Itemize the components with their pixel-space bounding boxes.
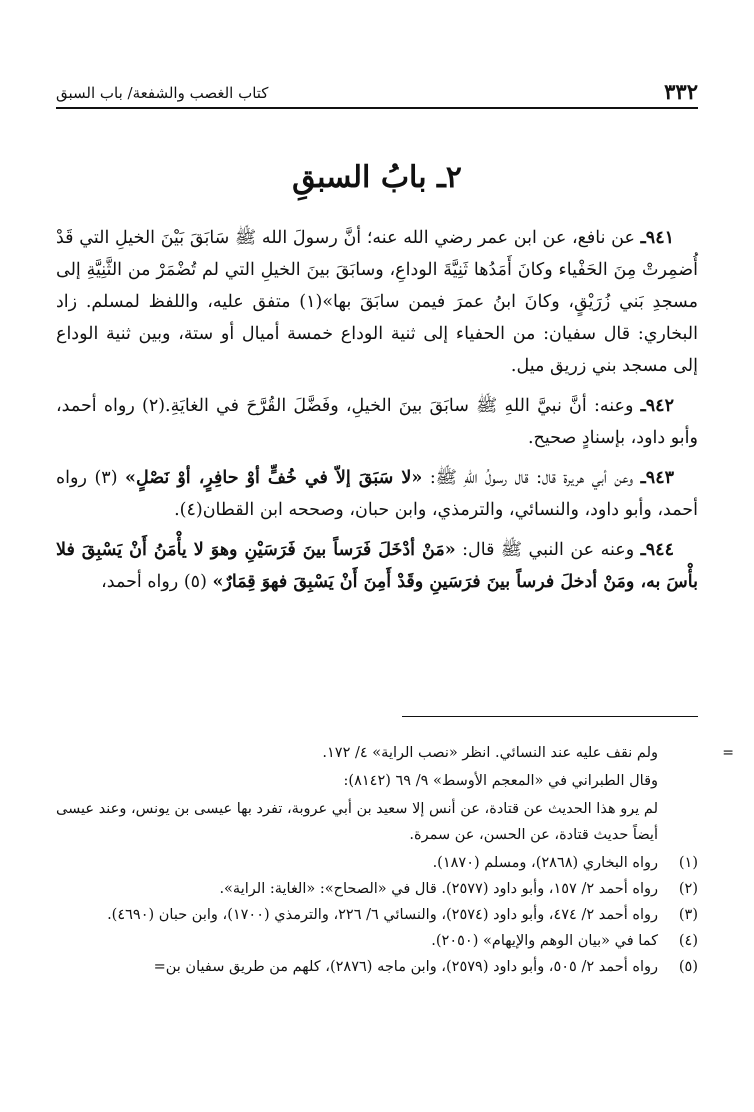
carryover-note: لم يرو هذا الحديث عن قتادة، عن أنس إلا سعيد بن أبي عروبة، تفرد بها عيسى بن يونس، وعند عيسى أيضاً حديث قتادة، عن الحسن، عن سمرة. xyxy=(56,801,658,843)
footnote-text: رواه البخاري (٢٨٦٨)، ومسلم (١٨٧٠). xyxy=(432,855,658,871)
continuation-marker: = xyxy=(722,745,734,761)
footnote-number: (٤) xyxy=(678,933,698,949)
page-number: ٣٣٢ xyxy=(664,79,698,104)
hadith-quote: «لا سَبَقَ إلاّ في خُفٍّ أوْ حافِرٍ، أوْ نَصْلٍ» xyxy=(125,468,423,488)
footnote-text: كما في «بيان الوهم والإيهام» (٢٠٥٠). xyxy=(431,933,658,949)
running-title: كتاب الغصب والشفعة/ باب السبق xyxy=(56,84,269,102)
footnote-2 xyxy=(56,876,698,902)
footnote-5 xyxy=(56,954,698,980)
footnote-3 xyxy=(56,902,698,928)
carryover-note: وقال الطبراني في «المعجم الأوسط» ٩/ ٦٩ (٨١٤٢): xyxy=(343,773,658,789)
footnote-number: (٣) xyxy=(678,907,698,923)
hadith-text: وعنه: أنَّ نبيَّ اللهِ ﷺ سابَقَ بينَ الخيلِ، وفَضَّلَ القُرَّحَ في الغايَةِ.(٢) رواه أحمد، وأبو داود، بإسنادٍ صحيح. xyxy=(56,396,698,448)
hadith-source: (٣) رواه أحمد، وأبو داود، والنسائي، والترمذي، وابن حبان، وصححه ابن القطان(٤). xyxy=(56,468,698,520)
header-divider xyxy=(56,107,698,109)
main-text xyxy=(56,222,698,606)
footnote-text: رواه أحمد ٢/ ١٥٧، وأبو داود (٢٥٧٧). قال في «الصحاح»: «الغاية: الراية». xyxy=(219,881,658,897)
hadith-intro: وعنه عن النبي ﷺ قال: xyxy=(462,540,635,560)
chapter-title: ٢ـ بابُ السبقِ xyxy=(292,160,462,195)
hadith-source: (٥) رواه أحمد، xyxy=(101,572,207,592)
footnote-text: رواه أحمد ٢/ ٥٠٥، وأبو داود (٢٥٧٩)، وابن ماجه (٢٨٧٦)، كلهم من طريق سفيان بن= xyxy=(153,959,658,975)
hadith-text: عن نافع، عن ابن عمر رضي الله عنه؛ أنَّ رسولَ الله ﷺ سَابَقَ بَيْنَ الخيلِ التي قَدْ أُضمِرتْ مِنَ الحَفْياء وكانَ أَمَدُها ثَنِيَّةَ الوداعِ، وسابَقَ بينَ الخيلِ التي لم تُضْمَرْ من الثَّنِيَّةِ إلى مسجدِ بَني زُرَيْقٍ، وكانَ ابنُ عمرَ فيمن سابَقَ بها»(١) متفق عليه، واللفظ لمسلم. زاد البخاري: قال سفيان: من الحفياء إلى ثنية الوداع خمسة أميال أو ستة، وبين ثنية الوداع إلى مسجد بني زريق ميل. xyxy=(56,228,698,376)
footnotes-section xyxy=(56,740,734,980)
hadith-943 xyxy=(56,462,698,526)
footnote-divider xyxy=(402,716,698,717)
hadith-942 xyxy=(56,390,698,454)
hadith-intro: وعن أبي هريرة قال: قال رسولُ اللهِ ﷺ: xyxy=(429,468,634,488)
hadith-944 xyxy=(56,534,698,598)
hadith-quote: «مَنْ أدْخَلَ فَرَساً بينَ فَرَسَيْنِ وهوَ لا يأْمَنُ أَنْ يَسْبِقَ فلا بأْسَ به، ومَنْ أدخلَ فرساً بينَ فرَسَينِ وقَدْ أَمِنَ أَنْ يَسْبِقَ فهوَ قِمَارٌ» xyxy=(56,540,698,592)
carryover-note: ولم نقف عليه عند النسائي. انظر «نصب الراية» ٤/ ١٧٢. xyxy=(322,745,658,761)
hadith-number: ٩٤٢ـ xyxy=(640,396,674,416)
hadith-number: ٩٤١ـ xyxy=(640,228,674,248)
hadith-number: ٩٤٣ـ xyxy=(640,468,674,488)
hadith-941 xyxy=(56,222,698,382)
footnote-number: (١) xyxy=(678,855,698,871)
footnote-text: رواه أحمد ٢/ ٤٧٤، وأبو داود (٢٥٧٤)، والنسائي ٦/ ٢٢٦، والترمذي (١٧٠٠)، وابن حبان (٤٦٩٠). xyxy=(107,907,658,923)
footnote-number: (٢) xyxy=(678,881,698,897)
hadith-number: ٩٤٤ـ xyxy=(640,540,674,560)
footnote-1 xyxy=(56,850,698,876)
footnote-number: (٥) xyxy=(678,959,698,975)
footnote-4 xyxy=(56,928,698,954)
page-header xyxy=(56,66,698,106)
